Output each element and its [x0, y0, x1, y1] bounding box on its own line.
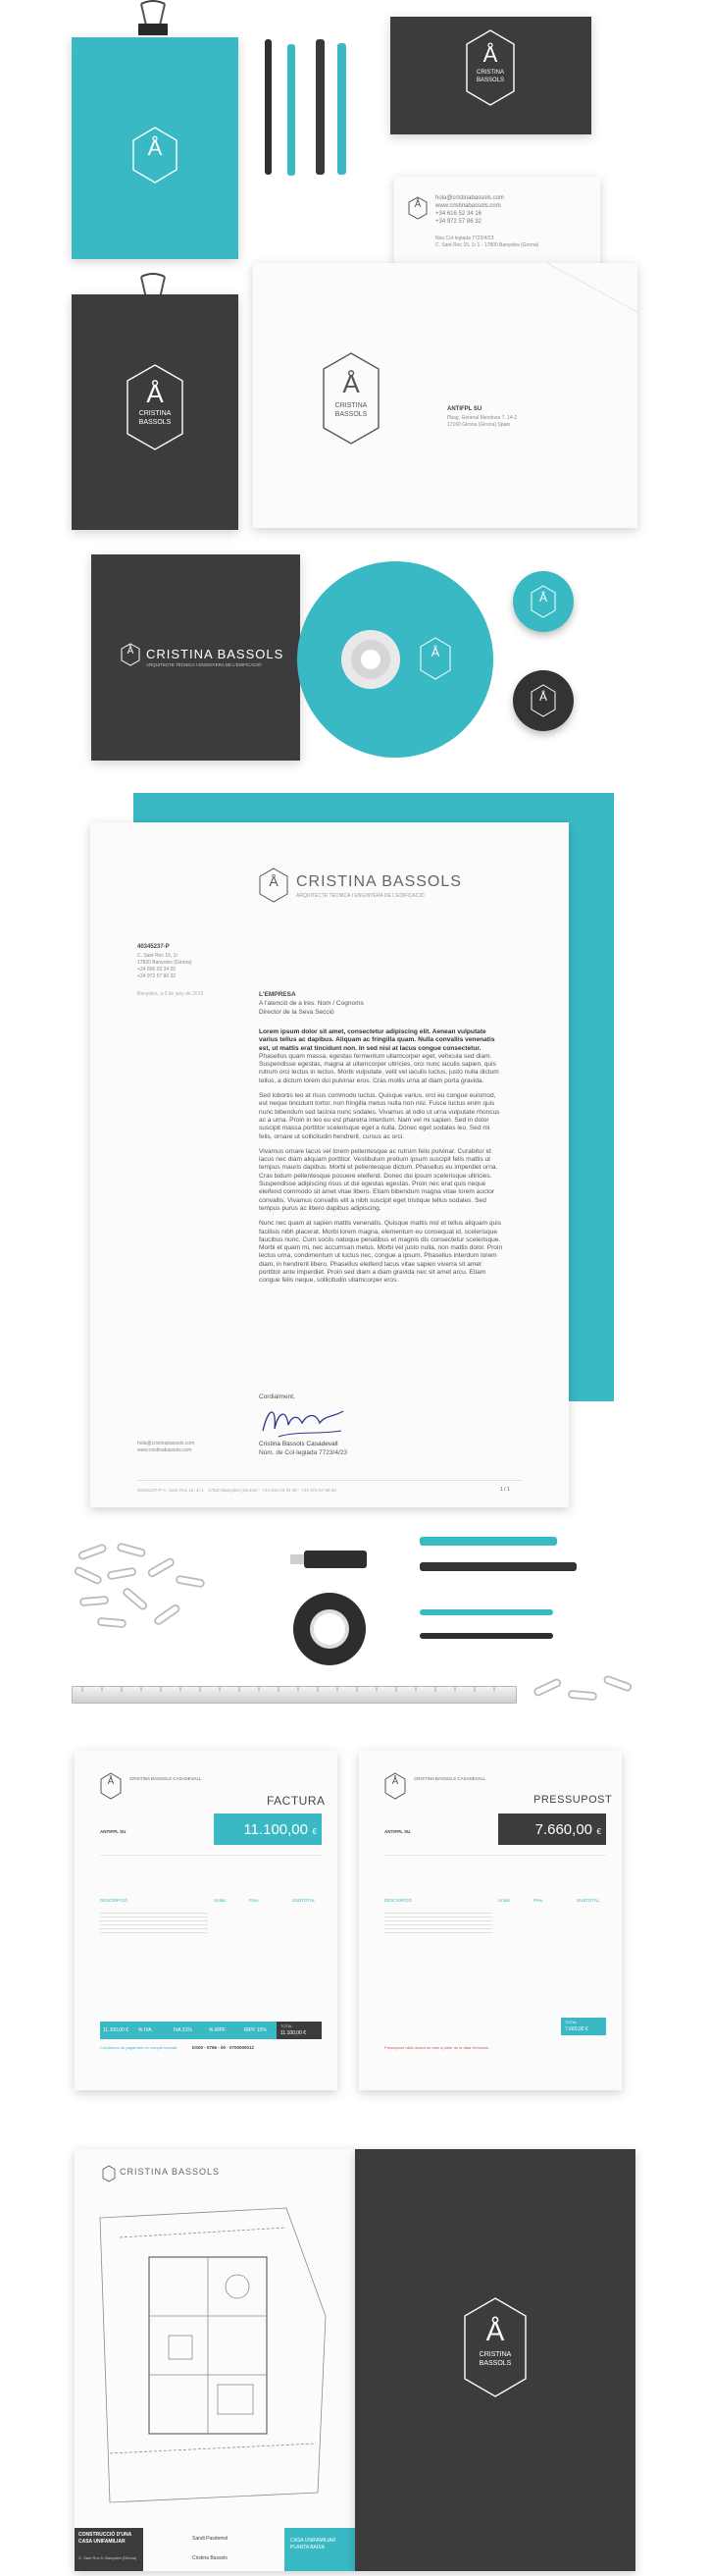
- letter-para-2: Sed lobortis leo at risus commodo luctus. Quisque varius, orci eu congue euismod, est neque tincidunt tortor, non fringilla metus nulla non nisi. Fusce luctus enim quis nunc bibendum sed lacinia nunc sodales. Vivamus at odio ut urna vulputate rhoncus ac a urna. Proin in leo eu est pharetra interdum. Nam vel mi sapien. Sed in dolor suscipit massa porttitor scelerisque eget a nulla. Donec eget sodales leo. Sed mi felis, ornare ut sollicitudin hendrerit, cursus ac orci.: [259, 1092, 500, 1140]
- cd-disc: [292, 556, 498, 762]
- invoice-amount: 11.100,00: [243, 1821, 308, 1838]
- quote-currency: €: [596, 1827, 601, 1836]
- letter-brand-name: CRISTINA BASSOLS: [296, 873, 462, 890]
- quote-col-price: Preu: [533, 1898, 543, 1903]
- sleeve-logo-letter: Å: [127, 646, 134, 657]
- wcard-phone2: +34 972 57 86 32: [435, 219, 482, 225]
- card-logo: [465, 28, 516, 117]
- brochure-project-title: CONSTRUCCIÓ D'UNA CASA UNIFAMILIAR: [78, 2532, 132, 2545]
- cd-logo-letter: Å: [431, 645, 440, 659]
- sleeve-tagline: ARQUITECTE TÈCNICA I ENGINYERA DE L'EDIFICACIÓ: [146, 662, 262, 667]
- brochure-title-block: [75, 2528, 143, 2571]
- invoice-client: ANTIFPL SU: [100, 1829, 127, 1834]
- letter-footer-rule: [137, 1480, 522, 1481]
- letter-id: 40345237-P: [137, 944, 170, 950]
- folder-logo-letter: Å: [147, 135, 163, 160]
- pen-teal-right: [420, 1537, 557, 1546]
- wcard-logo: [408, 196, 428, 220]
- dark-folder-word1: CRISTINA: [138, 410, 172, 417]
- quote-rule: [384, 1855, 606, 1856]
- sleeve-logo: [121, 643, 140, 666]
- wcard-phone1: +34 616 52 34 16: [435, 211, 482, 217]
- paperclips-icon: [69, 1539, 216, 1647]
- quote-total-value: 7.660,00 €: [565, 2026, 588, 2032]
- quote-logo: [384, 1772, 406, 1800]
- brochure-teal-box: [284, 2528, 355, 2571]
- letter-para-1: Phasellus quam massa, egestas fermentum ullamcorper eget, vehicula sed diam. Suspendisse egestas, magna at ullamcorper ultricies, orci nunc iaculis sapien, quis rutrum orci lectus in lectus. Morbi vulputate, velit vel iaculis luctus, justo nulla dictum tellus, a dictum lorem dui pulvinar eros. Cras mollis urna at diam porta gravida.: [259, 1052, 499, 1084]
- envelope-flap: [253, 263, 637, 361]
- card-logo-word1: CRISTINA: [476, 70, 504, 76]
- dark-folder-logo: [126, 363, 184, 461]
- invoice-currency: €: [312, 1827, 317, 1836]
- quote-total-box: [561, 2018, 606, 2035]
- envelope-line2: 17160 Girona (Girona) Spain: [447, 422, 511, 428]
- invoice-col-desc: DESCRIPCIÓ: [100, 1898, 128, 1903]
- pencil-dark-right: [420, 1633, 553, 1639]
- brochure-owner: Sandi Pasdemol: [192, 2536, 228, 2542]
- letter-date: Banyoles, a 6 de juny de 2013: [137, 991, 204, 997]
- invoice-col-price: Preu: [249, 1898, 259, 1903]
- invoice-totals-bar: [100, 2022, 277, 2039]
- dark-badge-letter: Å: [538, 690, 547, 704]
- quote-col-desc: DESCRIPCIÓ: [384, 1898, 413, 1903]
- invoice-rule: [100, 1855, 322, 1856]
- wcard-email: hola@cristinabassols.com: [435, 195, 504, 201]
- letter-para-3: Vivamus ornare lacus vel lorem pellentesque ac rutrum felis pulvinar. Curabitur id lacus nec diam aliquam porttitor. Vestibulum pretium ipsum suscipit felis mattis ut tempus mauris dapibus. Morbi et pellentesque dictum. Phasellus eu imperdiet urna. Cras bidum pellentesque posuere eleifend. Donec dui ipsum scelerisque ultricies. Suspendisse adipiscing risus ut dui egestas egestas. Proin nec erat quis neque eleifend commodo sit amet vitae libero. Etiam bibendum magna vitae lorem auctor convallis. Vivamus convallis elit a nibh suscipit eget tristique tellus sodales. Sed tempus purus ac libero dapibus adipiscing.: [259, 1147, 498, 1212]
- invoice-total-box: [277, 2022, 322, 2039]
- quote-sheet: [359, 1751, 622, 2090]
- letter-logo: [259, 867, 288, 903]
- invoice-account-label: Condicions de pagament en compte bancari:: [100, 2045, 178, 2050]
- invoice-title: FACTURA: [267, 1794, 326, 1808]
- floor-plan: [90, 2198, 339, 2512]
- brochure-left-page: [75, 2149, 355, 2571]
- pencil-dark: [265, 39, 272, 175]
- dark-folder: [72, 294, 238, 530]
- cd-logo: [420, 637, 451, 680]
- quote-line-item: [384, 1910, 492, 1935]
- letterhead: [90, 822, 569, 1507]
- invoice-box-irpf: IRPF 15%: [244, 2027, 267, 2033]
- wcard-web: www.cristinabassols.com: [435, 203, 501, 209]
- tape-roll: [290, 1590, 369, 1668]
- wcard-address1: Nou Col·legiada 7723/4/23: [435, 236, 494, 241]
- invoice-sheet: [75, 1751, 337, 2090]
- paperclips-right-icon: [530, 1674, 647, 1713]
- envelope-logo: [322, 351, 380, 449]
- quote-title: PRESSUPOST: [533, 1794, 613, 1806]
- teal-badge-letter: Å: [538, 591, 547, 605]
- quote-total-label: TOTAL: [565, 2020, 578, 2024]
- dark-business-card: [390, 17, 591, 134]
- dark-folder-word2: BASSOLS: [138, 419, 172, 426]
- quote-logo-letter: Å: [391, 1776, 399, 1787]
- quote-amount: 7.660,00: [534, 1821, 592, 1838]
- quote-client: ANTIFPL SU: [384, 1829, 411, 1834]
- pencil-teal: [287, 44, 295, 176]
- binder-clip-icon: [133, 0, 173, 39]
- letter-body: [259, 1028, 504, 1292]
- letter-para-4: Nunc nec quam at sapien mattis venenatis. Quisque mattis nisl et tellus aliquam quis facilisis nibh placerat. Morbi lorem magna, elementum eu consequat id, scelerisque faucibus nunc. Cum sociis natoque penatibus et magnis dis consectetur scelerisque. Morbi et quam mi, nec accumsan metus. Morbi vel justo nulla, non mattis dolor. Proin lectus urna, condimentum ut luctus nec, congue a ipsum. Phasellus interdum lorem diam, in hendrerit libero. Phasellus eleifend lacus vitae sapien viverra sit amet porttitor ante imperdiet. Proin sed diam a diam gravida nec sit amet arcu. Etiam congue felis neque, sollicitudin ullamcorper eros.: [259, 1220, 503, 1285]
- envelope: [253, 263, 637, 528]
- quote-col-sub: SUBTOTAL: [577, 1898, 600, 1903]
- brochure-cover-letter: Å: [485, 2316, 505, 2346]
- letter-phone1: +34 606 03 34 00: [137, 967, 177, 973]
- letter-phone2: +34 972 57 86 32: [137, 973, 177, 979]
- brochure-teal-text: CASA UNIFAMILIAR PLANTA BAIXA: [290, 2538, 336, 2550]
- invoice-box-irpf-pct: % IRPF: [209, 2027, 227, 2033]
- envelope-word2: BASSOLS: [334, 411, 368, 418]
- brochure-project-addr: C. Sant Roc 5, Banyoles (Girona): [78, 2555, 137, 2560]
- letter-footer: 40345237-P C. Sant Roc 15, 1r 1 · 17820 Banyoles (Girona) · +34 616 03 34 00 · +34 972 57 86 32: [137, 1488, 336, 1493]
- invoice-brand: CRISTINA BASSOLS CASADEVALL: [129, 1776, 202, 1781]
- card-logo-letter: Å: [482, 42, 498, 67]
- letter-closing: Cordialment,: [259, 1393, 295, 1400]
- invoice-box-iva-pct: % IVA: [138, 2027, 152, 2033]
- envelope-word1: CRISTINA: [334, 402, 368, 409]
- quote-brand: CRISTINA BASSOLS CASADEVALL: [414, 1776, 486, 1781]
- quote-validity: Pressupost vàlid durant un mes a partir de la data d'emissió.: [384, 2045, 490, 2050]
- invoice-line-item: [100, 1910, 208, 1935]
- invoice-account: ES00 - 0766 - 00 - 0700000012: [192, 2045, 255, 2050]
- brochure-logo: [102, 2165, 116, 2182]
- letter-tagline: ARQUITECTE TÈCNICA I ENGINYERA DE L'EDIFICACIÓ: [296, 893, 425, 899]
- pen-dark-right: [420, 1562, 577, 1571]
- cd-sleeve: [91, 554, 300, 761]
- brochure-cover-word1: CRISTINA: [479, 2351, 512, 2358]
- letter-signer: Cristina Bassols Casadevall: [259, 1441, 338, 1447]
- quote-col-qty: Unitat: [498, 1898, 510, 1903]
- teal-button-badge: [513, 571, 574, 632]
- letter-dept: Director de la Seva Secció: [259, 1009, 334, 1016]
- pen-dark: [316, 39, 325, 175]
- envelope-line1: Pbag. General Mendoza 7, 14-2: [447, 415, 518, 421]
- letter-left-email: hola@cristinabassols.com: [137, 1441, 195, 1446]
- invoice-amount-box: [214, 1814, 322, 1845]
- envelope-recipient: ANTIFPL SU: [447, 406, 482, 412]
- invoice-box-base: 11.100,00 €: [103, 2027, 129, 2033]
- scale-ruler: [72, 1686, 517, 1704]
- usb-stick: [290, 1549, 369, 1570]
- invoice-logo-letter: Å: [107, 1776, 115, 1787]
- wcard-address2: C. Sant Roc 15, 1r 1 - 17800 Banyoles (Girona): [435, 242, 539, 248]
- letter-para-bold: Lorem ipsum dolor sit amet, consectetur adipiscing elit. Aenean vulputate varius tellus ac dapibus. Aliquam ac fringilla quam. Nulla convallis venenatis est, ut mattis erat tincidunt non. In sed nisl at lacus congue consectetur.: [259, 1028, 495, 1052]
- brochure-right-page: [355, 2149, 635, 2571]
- envelope-logo-letter: Å: [342, 369, 360, 398]
- sleeve-brand-name: CRISTINA BASSOLS: [146, 647, 284, 661]
- wcard-logo-letter: Å: [414, 199, 422, 210]
- folder-logo: [130, 126, 179, 184]
- letter-logo-letter: Å: [269, 873, 279, 889]
- letter-attn: A l'atenció de a lres. Nom / Cognoms: [259, 1000, 364, 1007]
- letter-page: 1 / 1: [500, 1487, 510, 1493]
- letter-signer-id: Núm. de Col·legiada 7723/4/23: [259, 1449, 347, 1456]
- invoice-col-qty: Unitat: [214, 1898, 226, 1903]
- pencil-teal-right: [420, 1609, 553, 1615]
- letter-addr1: C. Sant Roc 15, 1r: [137, 953, 178, 959]
- brochure-cover-logo: [463, 2296, 528, 2398]
- invoice-col-sub: SUBTOTAL: [292, 1898, 316, 1903]
- pen-teal: [337, 43, 346, 175]
- brochure-brand: CRISTINA BASSOLS: [120, 2167, 221, 2177]
- letter-addr2: 17820 Banyoles (Girona): [137, 960, 192, 966]
- invoice-total-value: 11.100,00 €: [280, 2030, 307, 2036]
- invoice-box-iva: IVA 21%: [174, 2027, 192, 2033]
- invoice-logo: [100, 1772, 122, 1800]
- dark-folder-logo-letter: Å: [146, 379, 164, 408]
- brochure-author: Cristina Bassols: [192, 2555, 228, 2561]
- teal-folder: [72, 37, 238, 259]
- letter-left-web: www.cristinabassols.com: [137, 1447, 192, 1453]
- dark-button-badge: [513, 670, 574, 731]
- brochure-cover-word2: BASSOLS: [479, 2360, 512, 2367]
- signature-icon: [259, 1401, 347, 1441]
- letter-company: L'EMPRESA: [259, 991, 296, 998]
- card-logo-word2: BASSOLS: [476, 78, 504, 83]
- invoice-total-label: TOTAL: [280, 2024, 293, 2028]
- quote-amount-box: [498, 1814, 606, 1845]
